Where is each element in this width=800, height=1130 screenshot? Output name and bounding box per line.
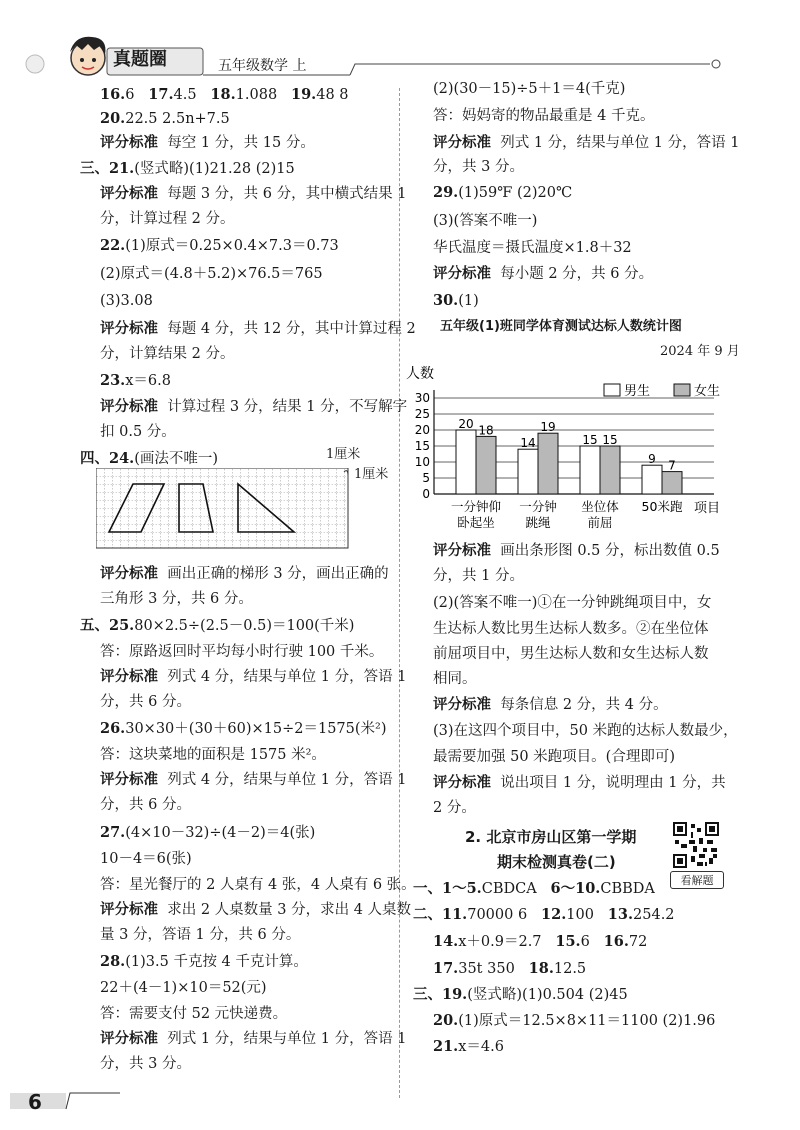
answer-line: 23.x＝6.8	[100, 372, 171, 389]
grading-line: 评分标准 列式 1 分，结果与单位 1 分，答语 1	[433, 135, 740, 151]
answer-line: 三、21.(竖式略)(1)21.28 (2)15	[80, 160, 295, 177]
category-label: 坐位体	[581, 499, 619, 514]
grading-line: 评分标准 每题 3 分，共 6 分，其中横式结果 1	[100, 186, 407, 202]
y-tick-label: 20	[414, 423, 430, 437]
page-number: 6	[28, 1090, 42, 1114]
chart-ylabel: 人数	[406, 366, 434, 382]
bar	[642, 465, 662, 494]
text-line: 分，共 6 分。	[100, 694, 191, 710]
bar	[580, 446, 600, 494]
exam-title-2: 期末检测真卷(二)	[497, 853, 616, 871]
text-line: (2)原式＝(4.8＋5.2)×76.5＝765	[100, 266, 323, 282]
bar-value-label: 15	[602, 433, 618, 447]
y-tick-label: 25	[414, 407, 430, 421]
bar	[600, 446, 620, 494]
answer-line: 14.x＋0.9＝2.7 15.6 16.72	[433, 933, 648, 950]
text-line: (2)(答案不唯一)①在一分钟跳绳项目中，女	[433, 595, 712, 611]
brand-title: 真题圈	[113, 49, 167, 70]
category-label: 跳绳	[525, 515, 551, 530]
answer-line: 17.35t 350 18.12.5	[433, 960, 587, 977]
text-line: 生达标人数比男生达标人数多。②在坐位体	[433, 621, 709, 637]
text-line: 扣 0.5 分。	[100, 424, 176, 440]
text-line: 答：需要支付 52 元快递费。	[100, 1006, 288, 1022]
bar-value-label: 7	[668, 458, 676, 473]
grading-line: 评分标准 每题 4 分，共 12 分，其中计算过程 2	[100, 321, 416, 337]
text-line: 华氏温度＝摄氏温度×1.8＋32	[433, 240, 632, 256]
text-line: 答：妈妈寄的物品最重是 4 千克。	[433, 108, 655, 124]
grid-scale-label-side: 1厘米	[354, 467, 389, 482]
bar	[662, 472, 682, 494]
text-line: 分，共 3 分。	[433, 159, 524, 175]
view-solution-label[interactable]: 看解题	[670, 871, 724, 889]
legend-label: 男生	[624, 384, 651, 399]
bar	[518, 449, 538, 494]
legend-label: 女生	[694, 384, 721, 399]
grading-line: 评分标准 列式 4 分，结果与单位 1 分，答语 1	[100, 772, 407, 788]
bar-value-label: 15	[582, 433, 598, 447]
text-line: 三角形 3 分，共 6 分。	[100, 591, 253, 607]
text-line: (3)3.08	[100, 293, 153, 309]
chart-legend	[604, 383, 720, 399]
answer-line: 四、24.(画法不唯一)	[80, 450, 219, 467]
y-tick-label: 10	[414, 455, 430, 469]
grading-line: 评分标准 画出条形图 0.5 分，标出数值 0.5	[433, 543, 720, 559]
legend-swatch	[674, 384, 690, 396]
answer-line: 29.(1)59℉ (2)20℃	[433, 184, 573, 201]
chart-date: 2024 年 9 月	[660, 344, 740, 359]
text-line: 最需要加强 50 米跑项目。(合理即可)	[433, 749, 675, 765]
bar	[538, 433, 558, 494]
answer-line: 26.30×30＋(30＋60)×15÷2＝1575(米²)	[100, 720, 387, 737]
y-tick-label: 0	[422, 487, 430, 501]
bar	[456, 430, 476, 494]
text-line: 分，共 1 分。	[433, 568, 524, 584]
text-line: 前屈项目中，男生达标人数和女生达标人数	[433, 646, 709, 662]
category-label: 一分钟仰	[450, 499, 502, 514]
legend-swatch	[604, 384, 620, 396]
grid-scale-label-top: 1厘米	[326, 447, 361, 462]
text-line: 答：原路返回时平均每小时行驶 100 千米。	[100, 644, 384, 660]
text-line: 答：这块菜地的面积是 1575 米²。	[100, 747, 326, 763]
text-line: (3)在这四个项目中，50 米跑的达标人数最少，	[433, 723, 738, 739]
bar-value-label: 19	[540, 420, 556, 435]
column-divider	[399, 88, 400, 1098]
category-label: 卧起坐	[457, 515, 495, 530]
bar-value-label: 14	[520, 436, 536, 451]
answer-line: 22.(1)原式＝0.25×0.4×7.3＝0.73	[100, 237, 339, 254]
category-label: 前屈	[587, 515, 613, 530]
text-line: 量 3 分，答语 1 分，共 6 分。	[100, 927, 301, 943]
grid-drawing	[96, 468, 356, 550]
grading-line: 评分标准 每小题 2 分，共 6 分。	[433, 266, 654, 282]
bar-value-label: 18	[478, 423, 494, 438]
text-line: 相同。	[433, 671, 477, 687]
answer-line: 五、25.80×2.5÷(2.5－0.5)＝100(千米)	[80, 617, 355, 634]
y-tick-label: 5	[422, 471, 430, 485]
text-line: 2 分。	[433, 800, 476, 816]
answer-line: 一、1～5.CBDCA 6～10.CBBDA	[413, 880, 655, 897]
text-line: 分，计算结果 2 分。	[100, 346, 235, 362]
answer-line: 20.22.5 2.5n+7.5	[100, 110, 230, 127]
text-line: (2)(30－15)÷5＋1＝4(千克)	[433, 81, 626, 97]
y-tick-label: 30	[414, 391, 430, 405]
grading-line: 评分标准 求出 2 人桌数量 3 分，求出 4 人桌数	[100, 902, 412, 918]
chart-xlabel: 项目	[694, 501, 721, 516]
bar	[476, 436, 496, 494]
grading-line: 评分标准 列式 1 分，结果与单位 1 分，答语 1	[100, 1031, 407, 1047]
bar-value-label: 20	[458, 417, 474, 431]
answer-line: 27.(4×10－32)÷(4－2)＝4(张)	[100, 824, 316, 841]
bar-value-label: 9	[648, 452, 656, 467]
text-line: 10－4＝6(张)	[100, 851, 192, 867]
text-line: 答：星光餐厅的 2 人桌有 4 张，4 人桌有 6 张。	[100, 877, 416, 893]
text-line: 分，共 6 分。	[100, 797, 191, 813]
answer-line: 16.6 17.4.5 18.1.088 19.48 8	[100, 86, 349, 103]
grading-line: 评分标准 列式 4 分，结果与单位 1 分，答语 1	[100, 669, 407, 685]
chart-title: 五年级(1)班同学体育测试达标人数统计图	[440, 319, 682, 334]
answer-line: 21.x＝4.6	[433, 1038, 504, 1055]
grading-line: 评分标准 画出正确的梯形 3 分，画出正确的	[100, 566, 389, 582]
mascot-icon	[70, 37, 105, 75]
answer-line: 30.(1)	[433, 292, 479, 309]
y-tick-label: 15	[414, 439, 430, 453]
exam-title-1: 2. 北京市房山区第一学期	[465, 828, 637, 846]
answer-line: 二、11.70000 6 12.100 13.254.2	[413, 906, 675, 923]
answer-line: 28.(1)3.5 千克按 4 千克计算。	[100, 953, 308, 970]
qr-code-icon[interactable]	[673, 822, 719, 868]
grading-line: 评分标准 每条信息 2 分，共 4 分。	[433, 697, 668, 713]
grading-line: 评分标准 每空 1 分，共 15 分。	[100, 135, 315, 151]
text-line: 22＋(4－1)×10＝52(元)	[100, 980, 267, 996]
category-label: 一分钟	[519, 499, 557, 514]
text-line: 分，共 3 分。	[100, 1056, 191, 1072]
category-label: 50米跑	[641, 499, 683, 514]
text-line: (3)(答案不唯一)	[433, 213, 538, 229]
answer-line: 三、19.(竖式略)(1)0.504 (2)45	[413, 986, 628, 1003]
book-subtitle: 五年级数学 上	[218, 58, 307, 74]
bar-chart	[404, 360, 734, 536]
grading-line: 评分标准 说出项目 1 分，说明理由 1 分，共	[433, 775, 726, 791]
text-line: 分，计算过程 2 分。	[100, 211, 235, 227]
answer-line: 20.(1)原式＝12.5×8×11＝1100 (2)1.96	[433, 1012, 716, 1029]
grading-line: 评分标准 计算过程 3 分，结果 1 分，不写解字	[100, 399, 408, 415]
